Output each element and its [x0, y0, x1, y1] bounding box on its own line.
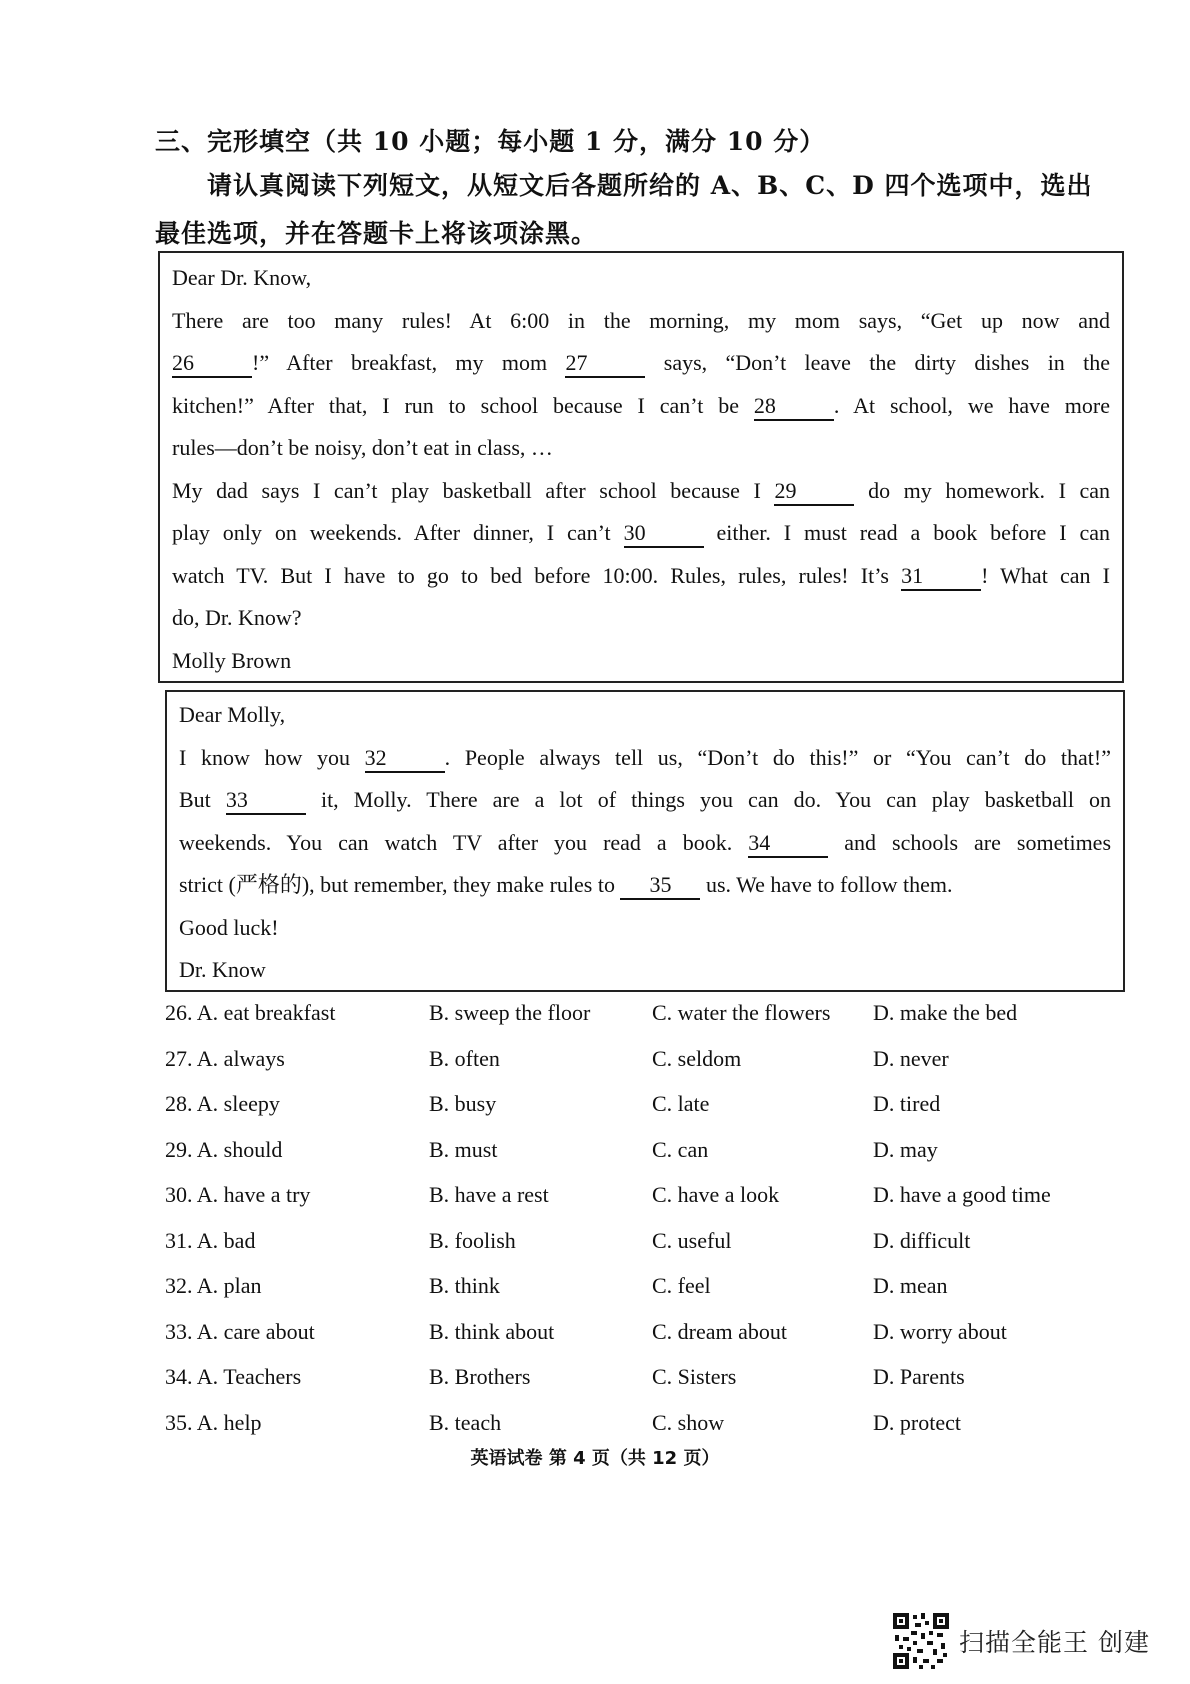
option-c: C. seldom [652, 1045, 742, 1071]
option-a-text: A. help [196, 1409, 262, 1435]
letter2-line-5: Good luck! [179, 914, 279, 940]
blank-32: 32 [365, 745, 445, 773]
option-c: C. dream about [652, 1318, 788, 1344]
option-a [165, 1091, 280, 1117]
option-a [165, 1137, 282, 1163]
letter2-line-3 [179, 822, 1111, 865]
option-b: B. busy [429, 1091, 497, 1116]
letter2-line-3-text-b: and schools are sometimes [844, 829, 1111, 855]
option-a [165, 1364, 301, 1390]
question-row [165, 1364, 1125, 1410]
page-footer: 英语试卷 第 4 页（共 12 页） [470, 1448, 720, 1469]
option-a [165, 1046, 285, 1072]
option-c: C. can [652, 1136, 709, 1162]
letter1-line-7-text-b: ! What can I [981, 562, 1110, 588]
letter2-line-1-text-b: . People always tell us, “Don’t do this!” or “You can’t do that!” [444, 744, 1111, 770]
option-d: D. protect [873, 1409, 961, 1435]
letter1-line-3 [172, 385, 1110, 428]
section-heading: 三、完形填空（共 10 小题；每小题 1 分，满分 10 分） [155, 127, 826, 156]
option-d: D. Parents [873, 1364, 965, 1389]
letter1-line-5-text-b: do my homework. I can [868, 477, 1110, 503]
question-number: 27. [165, 1045, 193, 1071]
blank-34: 34 [748, 830, 828, 858]
option-a [165, 1182, 310, 1208]
option-a [165, 1273, 262, 1299]
option-a [165, 1228, 255, 1254]
letter2-line-4-text-b: us. We have to follow them. [705, 872, 953, 897]
option-d: D. make the bed [873, 1000, 1018, 1025]
question-number: 30. [165, 1182, 193, 1207]
letter1-line-6-text-a: play only on weekends. After dinner, I can’t [172, 520, 611, 545]
question-number: 26. [165, 1000, 193, 1025]
option-a-text: A. eat breakfast [196, 1000, 336, 1025]
option-d: D. worry about [873, 1318, 1007, 1344]
question-row [165, 1182, 1125, 1228]
option-d: D. may [873, 1136, 938, 1162]
option-a-text: A. bad [196, 1227, 256, 1253]
blank-27: 27 [565, 350, 645, 378]
option-d: D. tired [873, 1091, 941, 1116]
letter1-line-1: There are too many rules! At 6:00 in the morning, my mom says, “Get up now and [172, 307, 1110, 333]
question-row [165, 1000, 1125, 1046]
option-b: B. foolish [429, 1227, 516, 1253]
letter1-line-2-text-a: !” After breakfast, my mom [252, 350, 548, 375]
letter2-greeting: Dear Molly, [179, 702, 286, 727]
option-d: D. mean [873, 1273, 948, 1298]
question-number: 35. [165, 1409, 193, 1435]
letter1-line-2 [172, 342, 1110, 385]
option-a-text: A. Teachers [196, 1364, 302, 1389]
blank-29: 29 [774, 478, 854, 506]
scanner-watermark [893, 1613, 1150, 1669]
option-c: C. have a look [652, 1182, 780, 1207]
option-c: C. useful [652, 1227, 732, 1253]
blank-35: 35 [620, 872, 700, 900]
letter-from-molly [158, 251, 1124, 683]
letter2-line-3-text-a: weekends. You can watch TV after you read a book. [179, 829, 733, 855]
option-c: C. Sisters [652, 1364, 737, 1389]
option-a-text: A. plan [196, 1273, 262, 1298]
option-b: B. have a rest [429, 1182, 549, 1207]
question-number: 32. [165, 1273, 193, 1298]
letter2-line-1-text-a: I know how you [179, 744, 351, 770]
letter1-line-5-text-a: My dad says I can’t play basketball after school because I [172, 477, 761, 503]
letter2-line-2-text-b: it, Molly. There are a lot of things you can do. You can play basketball on [320, 787, 1111, 812]
letter1-line-8: do, Dr. Know? [172, 605, 302, 630]
letter1-line-3-text-b: . At school, we have more [833, 392, 1110, 418]
letter1-greeting: Dear Dr. Know, [172, 265, 312, 290]
option-a [165, 1000, 335, 1026]
question-number: 29. [165, 1136, 193, 1162]
option-c: C. show [652, 1409, 725, 1435]
question-row [165, 1319, 1125, 1365]
blank-28: 28 [754, 393, 834, 421]
option-d: D. have a good time [873, 1182, 1051, 1207]
letter2-line-2 [179, 779, 1111, 822]
question-row [165, 1046, 1125, 1092]
option-a-text: A. sleepy [196, 1091, 280, 1116]
question-number: 31. [165, 1227, 193, 1253]
letter1-line-4: rules—don’t be noisy, don’t eat in class, … [172, 435, 553, 460]
letter1-line-2-text-b: says, “Don’t leave the dirty dishes in the [663, 350, 1110, 375]
letter1-line-7 [172, 555, 1110, 598]
option-b: B. teach [429, 1409, 502, 1435]
option-b: B. think [429, 1273, 500, 1298]
question-row [165, 1091, 1125, 1137]
letter2-signature: Dr. Know [179, 957, 266, 982]
blank-26: 26 [172, 350, 252, 378]
question-row [165, 1273, 1125, 1319]
option-b: B. Brothers [429, 1364, 531, 1389]
option-b: B. think about [429, 1318, 555, 1344]
question-number: 28. [165, 1091, 193, 1116]
option-a-text: A. care about [196, 1318, 315, 1344]
letter1-line-6 [172, 512, 1110, 555]
option-a [165, 1319, 315, 1345]
answer-options [165, 1000, 1125, 1455]
letter1-line-5 [172, 470, 1110, 513]
letter1-signature: Molly Brown [172, 647, 292, 673]
instructions: 请认真阅读下列短文，从短文后各题所给的 A、B、C、D 四个选项中，选出最佳选项，并在答题卡上将该项涂黑。 [155, 171, 1093, 248]
qr-code-icon [893, 1613, 949, 1669]
letter1-line-7-text-a: watch TV. But I have to go to bed before 10:00. Rules, rules, rules! It’s [172, 562, 889, 588]
watermark-text: 扫描全能王 创建 [959, 1628, 1150, 1657]
letter2-line-1 [179, 737, 1111, 780]
option-c: C. feel [652, 1273, 711, 1298]
question-number: 33. [165, 1318, 193, 1344]
letter2-line-2-text-a: But [179, 787, 211, 812]
option-c: C. late [652, 1091, 710, 1116]
letter2-line-4-text-a: strict (严格的), but remember, they make rules to [179, 872, 615, 897]
question-number: 34. [165, 1364, 193, 1389]
blank-31: 31 [901, 563, 981, 591]
question-row [165, 1137, 1125, 1183]
letter-from-dr-know [165, 690, 1125, 992]
option-a-text: A. always [196, 1045, 285, 1071]
option-a [165, 1410, 262, 1436]
option-d: D. difficult [873, 1227, 971, 1253]
question-row [165, 1228, 1125, 1274]
letter1-line-6-text-b: either. I must read a book before I can [716, 520, 1110, 545]
option-a-text: A. should [196, 1136, 283, 1162]
blank-30: 30 [624, 520, 704, 548]
option-a-text: A. have a try [196, 1182, 311, 1207]
option-b: B. often [429, 1045, 500, 1071]
option-d: D. never [873, 1045, 949, 1071]
option-b: B. must [429, 1136, 498, 1162]
letter1-line-3-text-a: kitchen!” After that, I run to school because I can’t be [172, 392, 739, 418]
blank-33: 33 [226, 787, 306, 815]
option-b: B. sweep the floor [429, 1000, 591, 1025]
option-c: C. water the flowers [652, 1000, 831, 1025]
letter2-line-4 [179, 864, 1111, 907]
